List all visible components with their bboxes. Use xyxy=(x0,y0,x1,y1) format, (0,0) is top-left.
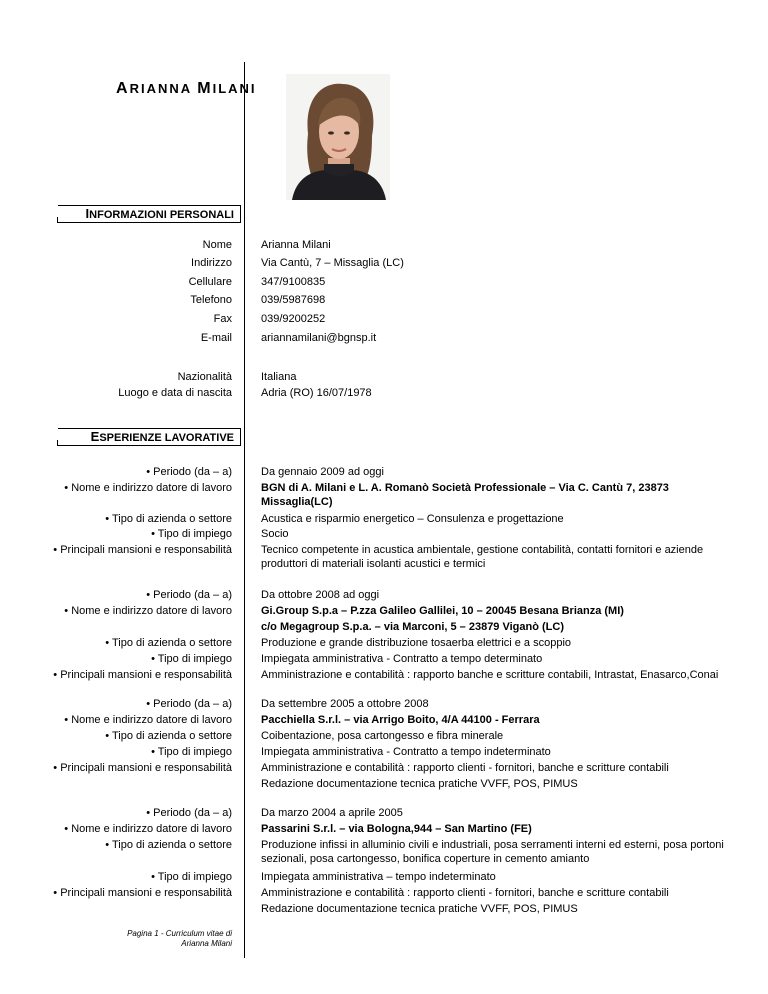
job4-label-job: • Tipo di impiego xyxy=(151,871,232,883)
job3-sector: Coibentazione, posa cartongesso e fibra minerale xyxy=(261,730,504,742)
divider-line xyxy=(244,62,245,958)
label-nascita: Luogo e data di nascita xyxy=(118,387,232,399)
job2-period: Da ottobre 2008 ad oggi xyxy=(261,589,380,601)
job1-job: Socio xyxy=(261,528,289,540)
job1-label-sector: • Tipo di azienda o settore xyxy=(105,513,232,525)
footer-line1: Pagina 1 - Curriculum vitae di xyxy=(127,929,232,938)
job1-label-period: • Periodo (da – a) xyxy=(146,466,232,478)
label-telefono: Telefono xyxy=(190,294,232,306)
job1-period: Da gennaio 2009 ad oggi xyxy=(261,466,384,478)
job4-job: Impiegata amministrativa – tempo indeterminato xyxy=(261,871,496,883)
job4-duties-line2: Redazione documentazione tecnica pratiche VVFF, POS, PIMUS xyxy=(261,903,578,915)
job3-label-period: • Periodo (da – a) xyxy=(146,698,232,710)
job3-employer: Pacchiella S.r.l. – via Arrigo Boito, 4/A 44100 - Ferrara xyxy=(261,714,540,726)
job3-label-sector: • Tipo di azienda o settore xyxy=(105,730,232,742)
job4-period: Da marzo 2004 a aprile 2005 xyxy=(261,807,403,819)
job2-label-employer: • Nome e indirizzo datore di lavoro xyxy=(64,605,232,617)
job4-duties-line1: Amministrazione e contabilità : rapporto clienti - fornitori, banche e scritture contabili xyxy=(261,887,669,899)
job4-label-sector: • Tipo di azienda o settore xyxy=(105,839,232,851)
job4-sector: Produzione infissi in alluminio civili e industriali, posa serramenti interni ed esterni, posa portoni sezionali, posa cartongesso, bonifica coperture in cemento amianto xyxy=(261,839,724,865)
job2-sector: Produzione e grande distribuzione tosaerba elettrici e a scoppio xyxy=(261,637,572,649)
job4-label-duties: • Principali mansioni e responsabilità xyxy=(53,887,232,899)
job2-label-job: • Tipo di impiego xyxy=(151,653,232,665)
job2-label-duties: • Principali mansioni e responsabilità xyxy=(53,669,232,681)
value-fax: 039/9200252 xyxy=(261,313,326,325)
label-email: E-mail xyxy=(200,332,232,344)
job1-label-employer: • Nome e indirizzo datore di lavoro xyxy=(64,482,232,494)
job3-period: Da settembre 2005 a ottobre 2008 xyxy=(261,698,429,710)
job3-label-employer: • Nome e indirizzo datore di lavoro xyxy=(64,714,232,726)
page-footer xyxy=(127,929,232,949)
portrait-photo xyxy=(286,74,390,200)
job1-employer: BGN di A. Milani e L. A. Romanò Società Professionale – Via C. Cantù 7, 23873 Missaglia(LC) xyxy=(261,482,669,508)
label-fax: Fax xyxy=(213,313,232,325)
job3-job: Impiegata amministrativa - Contratto a tempo indeterminato xyxy=(261,746,551,758)
footer-line2: Arianna Milani xyxy=(181,939,232,948)
value-nascita: Adria (RO) 16/07/1978 xyxy=(261,387,372,399)
job3-label-job: • Tipo di impiego xyxy=(151,746,232,758)
value-nome: Arianna Milani xyxy=(261,239,331,251)
job4-label-period: • Periodo (da – a) xyxy=(146,807,232,819)
job3-duties-line2: Redazione documentazione tecnica pratiche VVFF, POS, PIMUS xyxy=(261,778,578,790)
job2-job: Impiegata amministrativa - Contratto a tempo determinato xyxy=(261,653,543,665)
label-cellulare: Cellulare xyxy=(188,276,232,288)
job3-label-duties: • Principali mansioni e responsabilità xyxy=(53,762,232,774)
section-work-experience: ESPERIENZE LAVORATIVE xyxy=(58,428,241,446)
job1-sector: Acustica e risparmio energetico – Consulenza e progettazione xyxy=(261,513,564,525)
job2-employer-line2: c/o Megagroup S.p.a. – via Marconi, 5 – 23879 Viganò (LC) xyxy=(261,621,564,633)
value-indirizzo: Via Cantù, 7 – Missaglia (LC) xyxy=(261,257,404,269)
value-cellulare: 347/9100835 xyxy=(261,276,326,288)
value-nazionalita: Italiana xyxy=(261,371,297,383)
job4-employer: Passarini S.r.l. – via Bologna,944 – San Martino (FE) xyxy=(261,823,532,835)
value-email[interactable]: ariannamilani@bgnsp.it xyxy=(261,332,377,344)
job1-label-duties: • Principali mansioni e responsabilità xyxy=(53,544,232,556)
job2-duties: Amministrazione e contabilità : rapporto banche e scritture contabili, Intrastat, Enasarco,Conai xyxy=(261,669,719,681)
label-indirizzo: Indirizzo xyxy=(191,257,232,269)
job2-employer-line1: Gi.Group S.p.a – P.zza Galileo Gallilei, 10 – 20045 Besana Brianza (MI) xyxy=(261,605,624,617)
label-nazionalita: Nazionalità xyxy=(177,371,232,383)
job2-label-sector: • Tipo di azienda o settore xyxy=(105,637,232,649)
job1-label-job: • Tipo di impiego xyxy=(151,528,232,540)
value-telefono: 039/5987698 xyxy=(261,294,326,306)
label-nome: Nome xyxy=(202,239,232,251)
job2-label-period: • Periodo (da – a) xyxy=(146,589,232,601)
job1-duties: Tecnico competente in acustica ambientale, gestione contabilità, contatti fornitori e aziende produttori di materiali isolanti acustici e termici xyxy=(261,544,704,570)
cv-name: ARIANNA MILANI xyxy=(116,80,257,97)
section-personal-info: INFORMAZIONI PERSONALI xyxy=(58,205,241,223)
job3-duties-line1: Amministrazione e contabilità : rapporto clienti - fornitori, banche e scritture contabili xyxy=(261,762,669,774)
job4-label-employer: • Nome e indirizzo datore di lavoro xyxy=(64,823,232,835)
